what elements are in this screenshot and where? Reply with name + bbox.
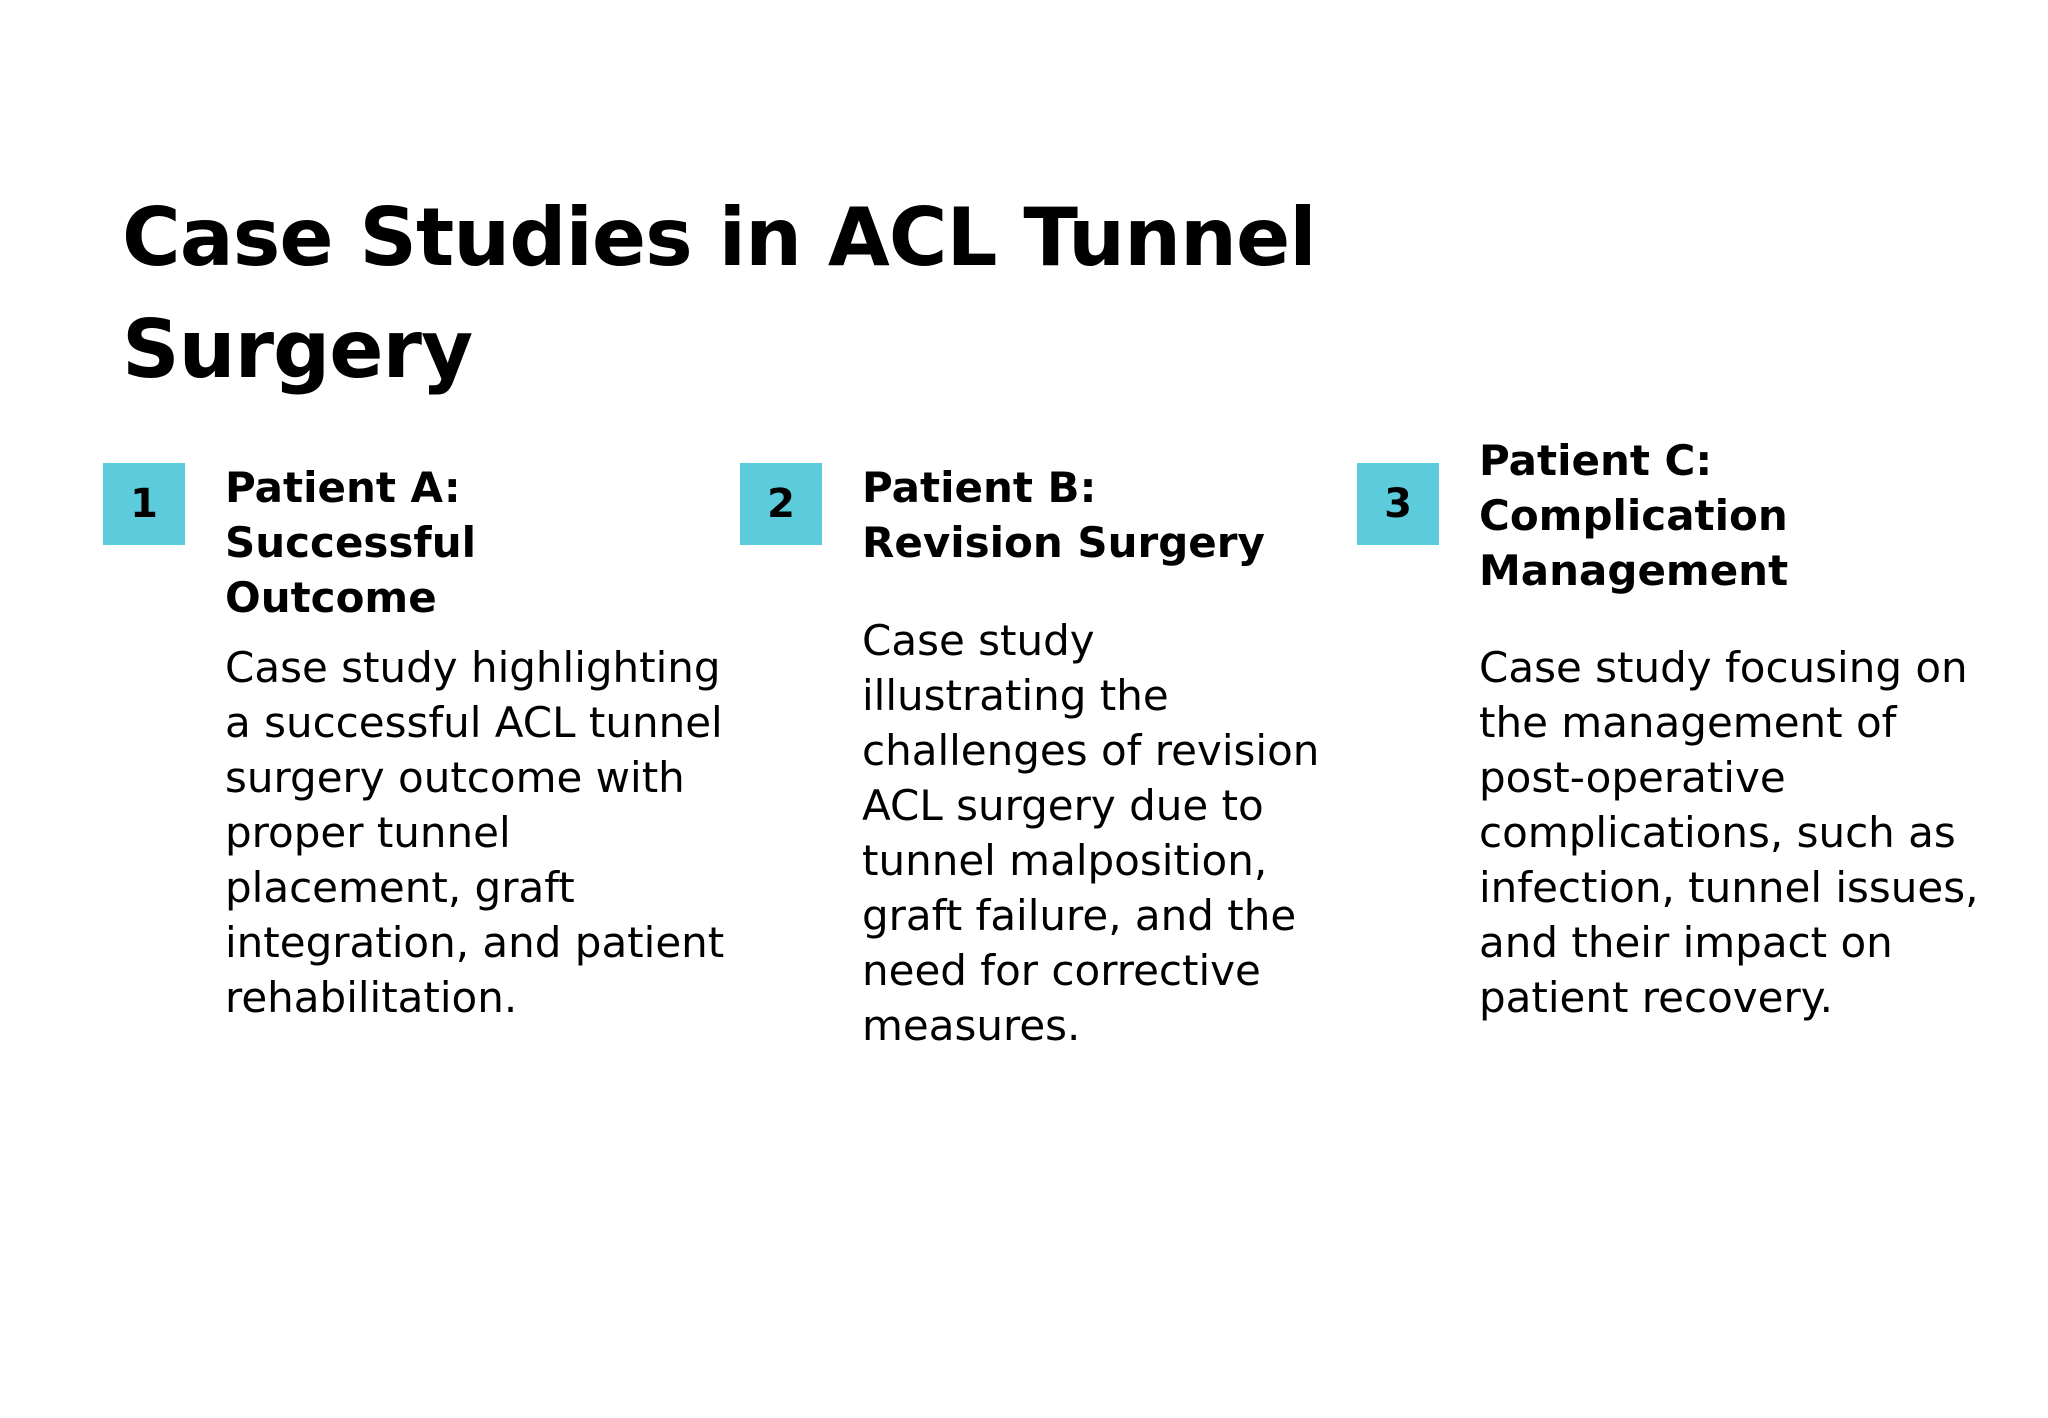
- case-body-1: Case study highlighting a successful ACL tunnel surgery outcome with proper tunnel placement, graft integration, and patient rehabilitation.: [225, 643, 725, 1022]
- case-heading-3: Patient C: Complication Management: [1479, 436, 1789, 595]
- case-number-badge-1: 1: [103, 463, 185, 545]
- case-number-badge-3: 3: [1357, 463, 1439, 545]
- case-heading-2: Patient B: Revision Surgery: [862, 463, 1265, 567]
- case-number-badge-2: 2: [740, 463, 822, 545]
- case-body-2: Case study illustrating the challenges of revision ACL surgery due to tunnel malposition, graft failure, and the need for corrective measures.: [862, 616, 1320, 1050]
- slide-title: Case Studies in ACL Tunnel Surgery: [122, 191, 1316, 396]
- case-body-3: Case study focusing on the management of post-operative complications, such as infection, tunnel issues, and their impact on patient recovery.: [1479, 643, 1979, 1022]
- case-heading-1: Patient A: Successful Outcome: [225, 463, 476, 622]
